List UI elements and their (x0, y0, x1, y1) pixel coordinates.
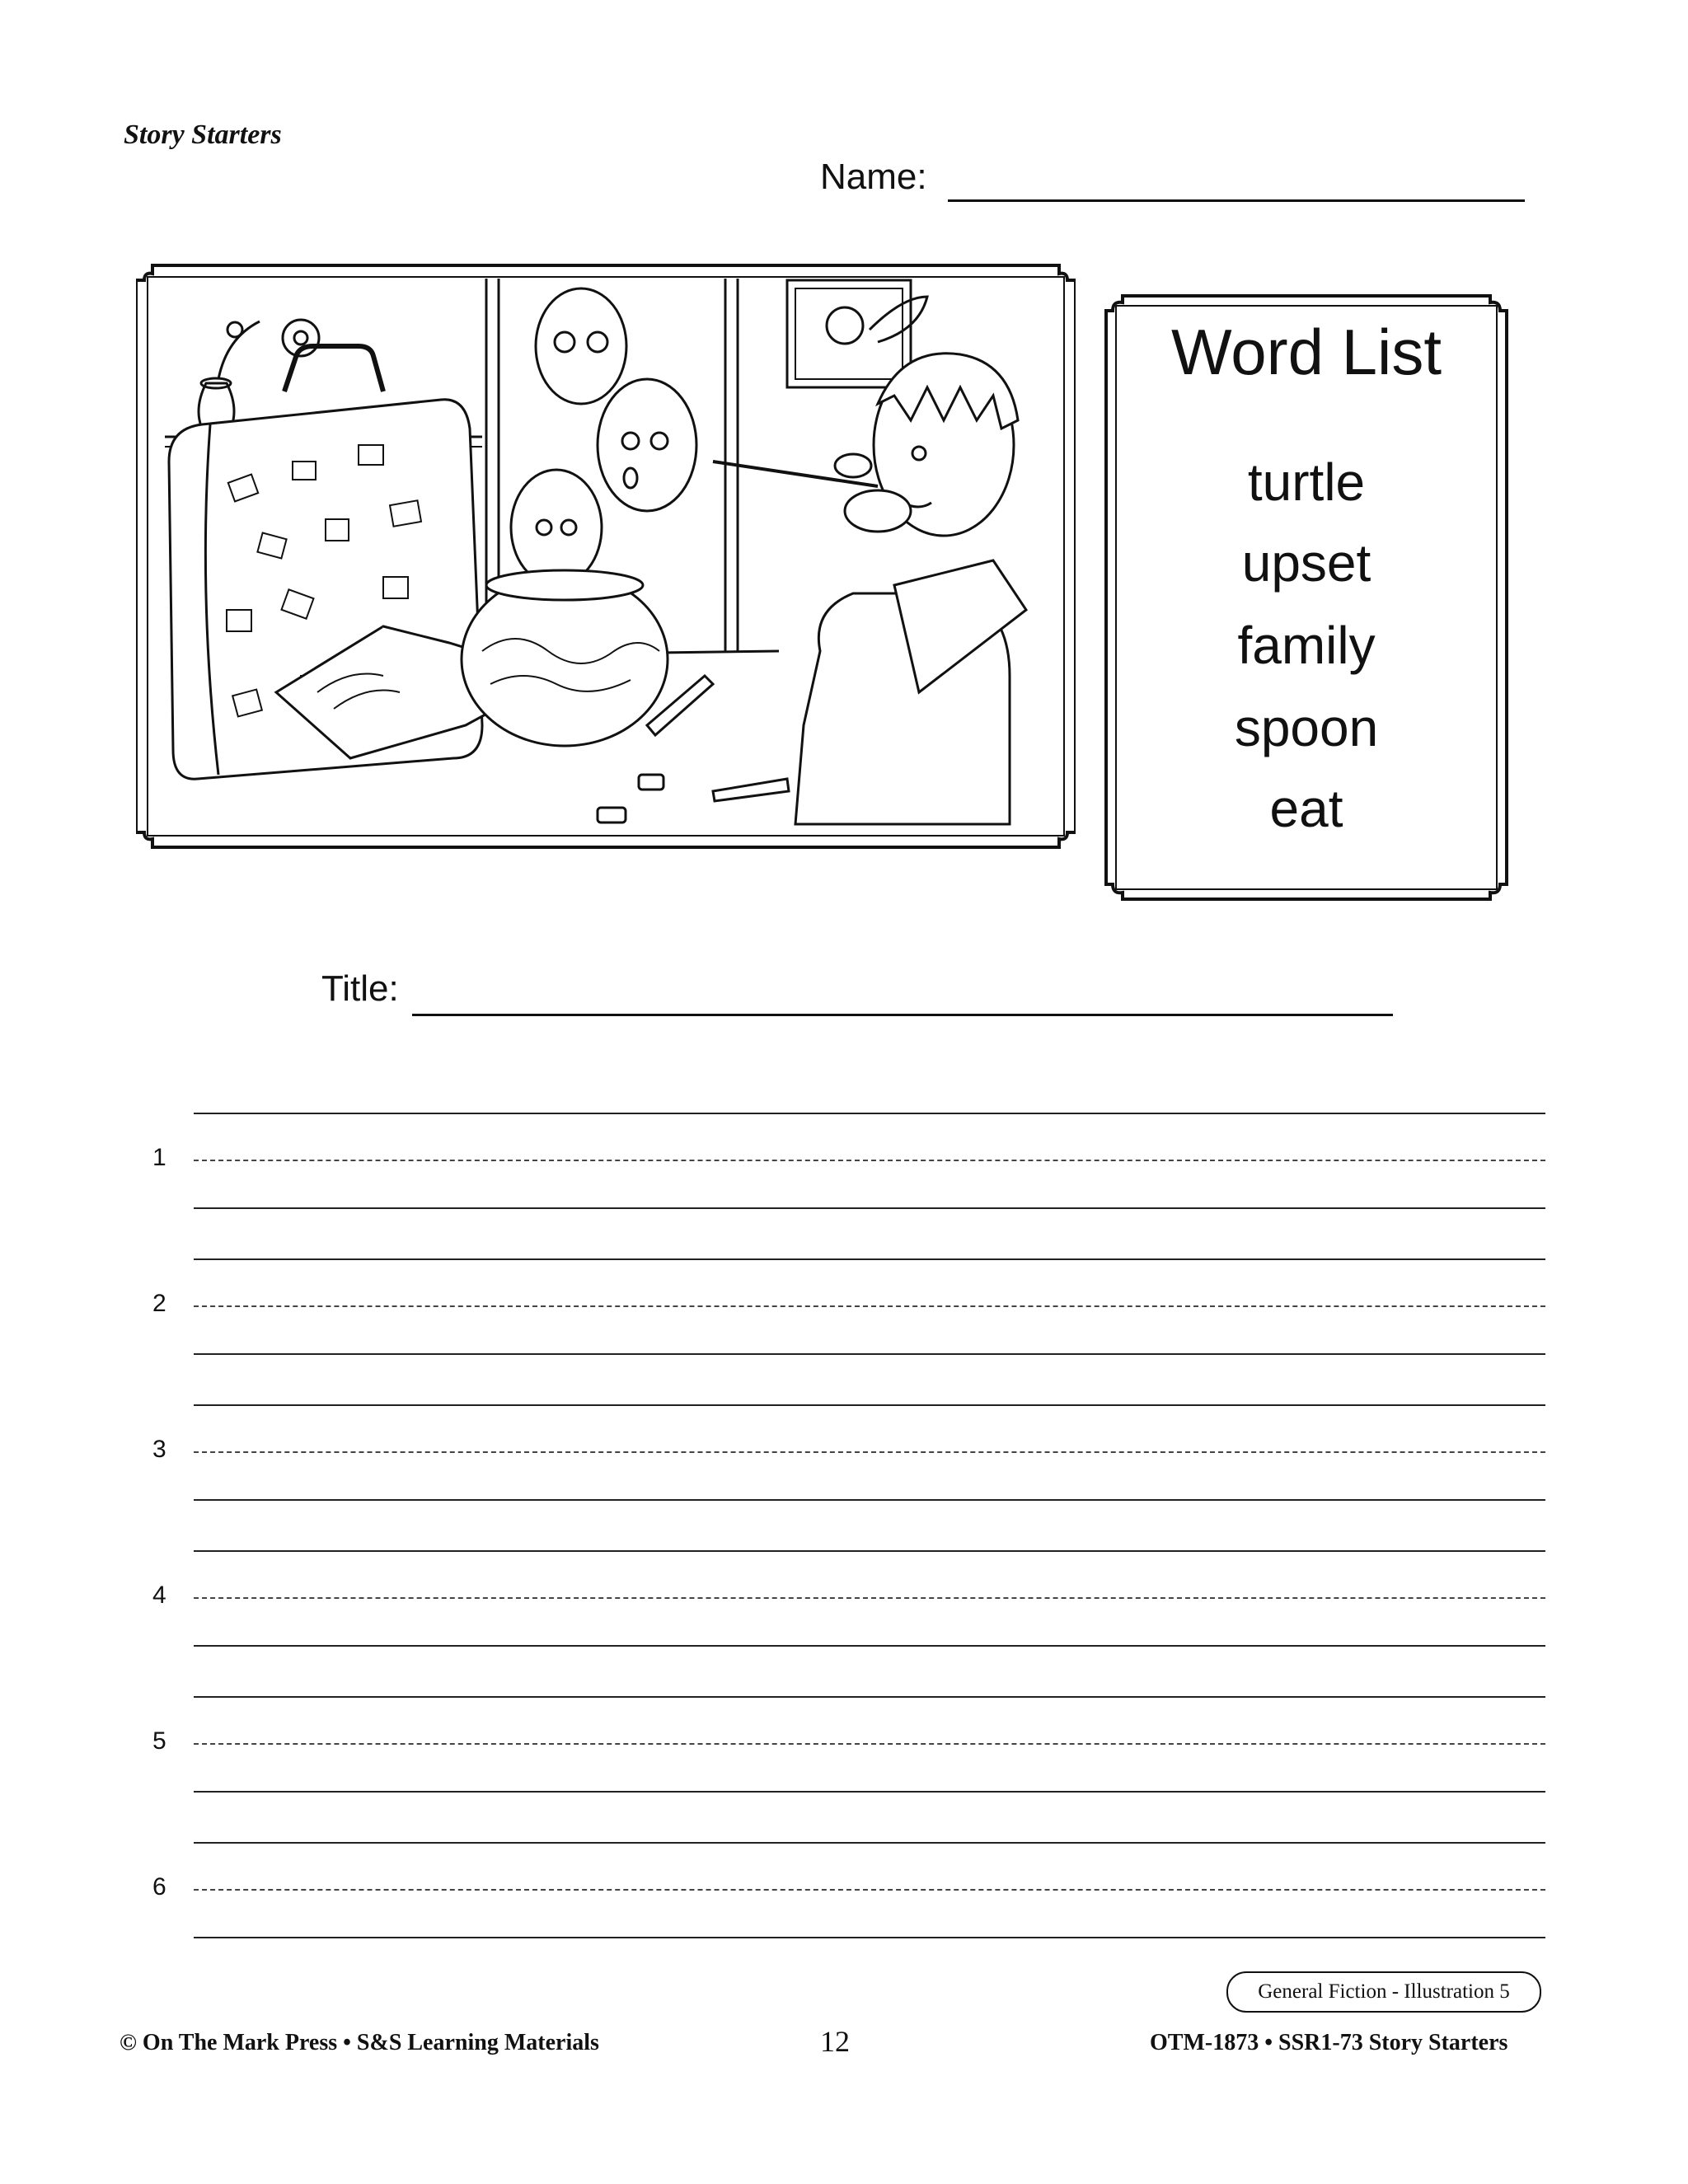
writing-mid-line[interactable] (194, 1305, 1545, 1307)
title-label: Title: (321, 968, 399, 1009)
line-number: 5 (152, 1727, 166, 1755)
writing-top-line[interactable] (194, 1696, 1545, 1698)
title-entry-line[interactable] (412, 1014, 1393, 1016)
writing-top-line[interactable] (194, 1113, 1545, 1114)
footer-page-number: 12 (820, 2025, 850, 2058)
writing-mid-line[interactable] (194, 1743, 1545, 1745)
family-faces (511, 288, 696, 585)
vase-with-flower (199, 320, 319, 429)
child-with-spoon (713, 354, 1026, 824)
writing-top-line[interactable] (194, 1550, 1545, 1552)
writing-mid-line[interactable] (194, 1160, 1545, 1161)
line-number: 1 (152, 1144, 166, 1171)
word-list-item: family (1237, 616, 1376, 675)
writing-top-line[interactable] (194, 1842, 1545, 1844)
writing-mid-line[interactable] (194, 1597, 1545, 1599)
writing-mid-line[interactable] (194, 1451, 1545, 1453)
word-list-item: eat (1269, 779, 1343, 838)
word-list-title: Word List (1171, 316, 1442, 388)
writing-base-line[interactable] (194, 1499, 1545, 1501)
story-illustration (136, 264, 1076, 849)
writing-top-line[interactable] (194, 1258, 1545, 1260)
footer-product-code: OTM-1873 • SSR1-73 Story Starters (1150, 2030, 1508, 2055)
writing-base-line[interactable] (194, 1937, 1545, 1938)
writing-base-line[interactable] (194, 1207, 1545, 1209)
fishbowl (462, 570, 668, 746)
writing-mid-line[interactable] (194, 1889, 1545, 1891)
word-list-item: spoon (1234, 698, 1379, 757)
worksheet-header-title: Story Starters (124, 120, 282, 150)
name-entry-line[interactable] (948, 199, 1525, 202)
illustration-badge: General Fiction - Illustration 5 (1226, 1971, 1541, 2013)
line-number: 4 (152, 1582, 166, 1609)
word-list-item: upset (1241, 533, 1372, 593)
line-number: 3 (152, 1436, 166, 1463)
writing-base-line[interactable] (194, 1645, 1545, 1647)
writing-base-line[interactable] (194, 1353, 1545, 1355)
line-number: 2 (152, 1290, 166, 1317)
footer-publisher: © On The Mark Press • S&S Learning Materials (120, 2030, 599, 2055)
line-number: 6 (152, 1873, 166, 1900)
writing-base-line[interactable] (194, 1791, 1545, 1793)
name-label: Name: (820, 157, 927, 197)
word-list-item: turtle (1247, 452, 1366, 512)
writing-top-line[interactable] (194, 1404, 1545, 1406)
